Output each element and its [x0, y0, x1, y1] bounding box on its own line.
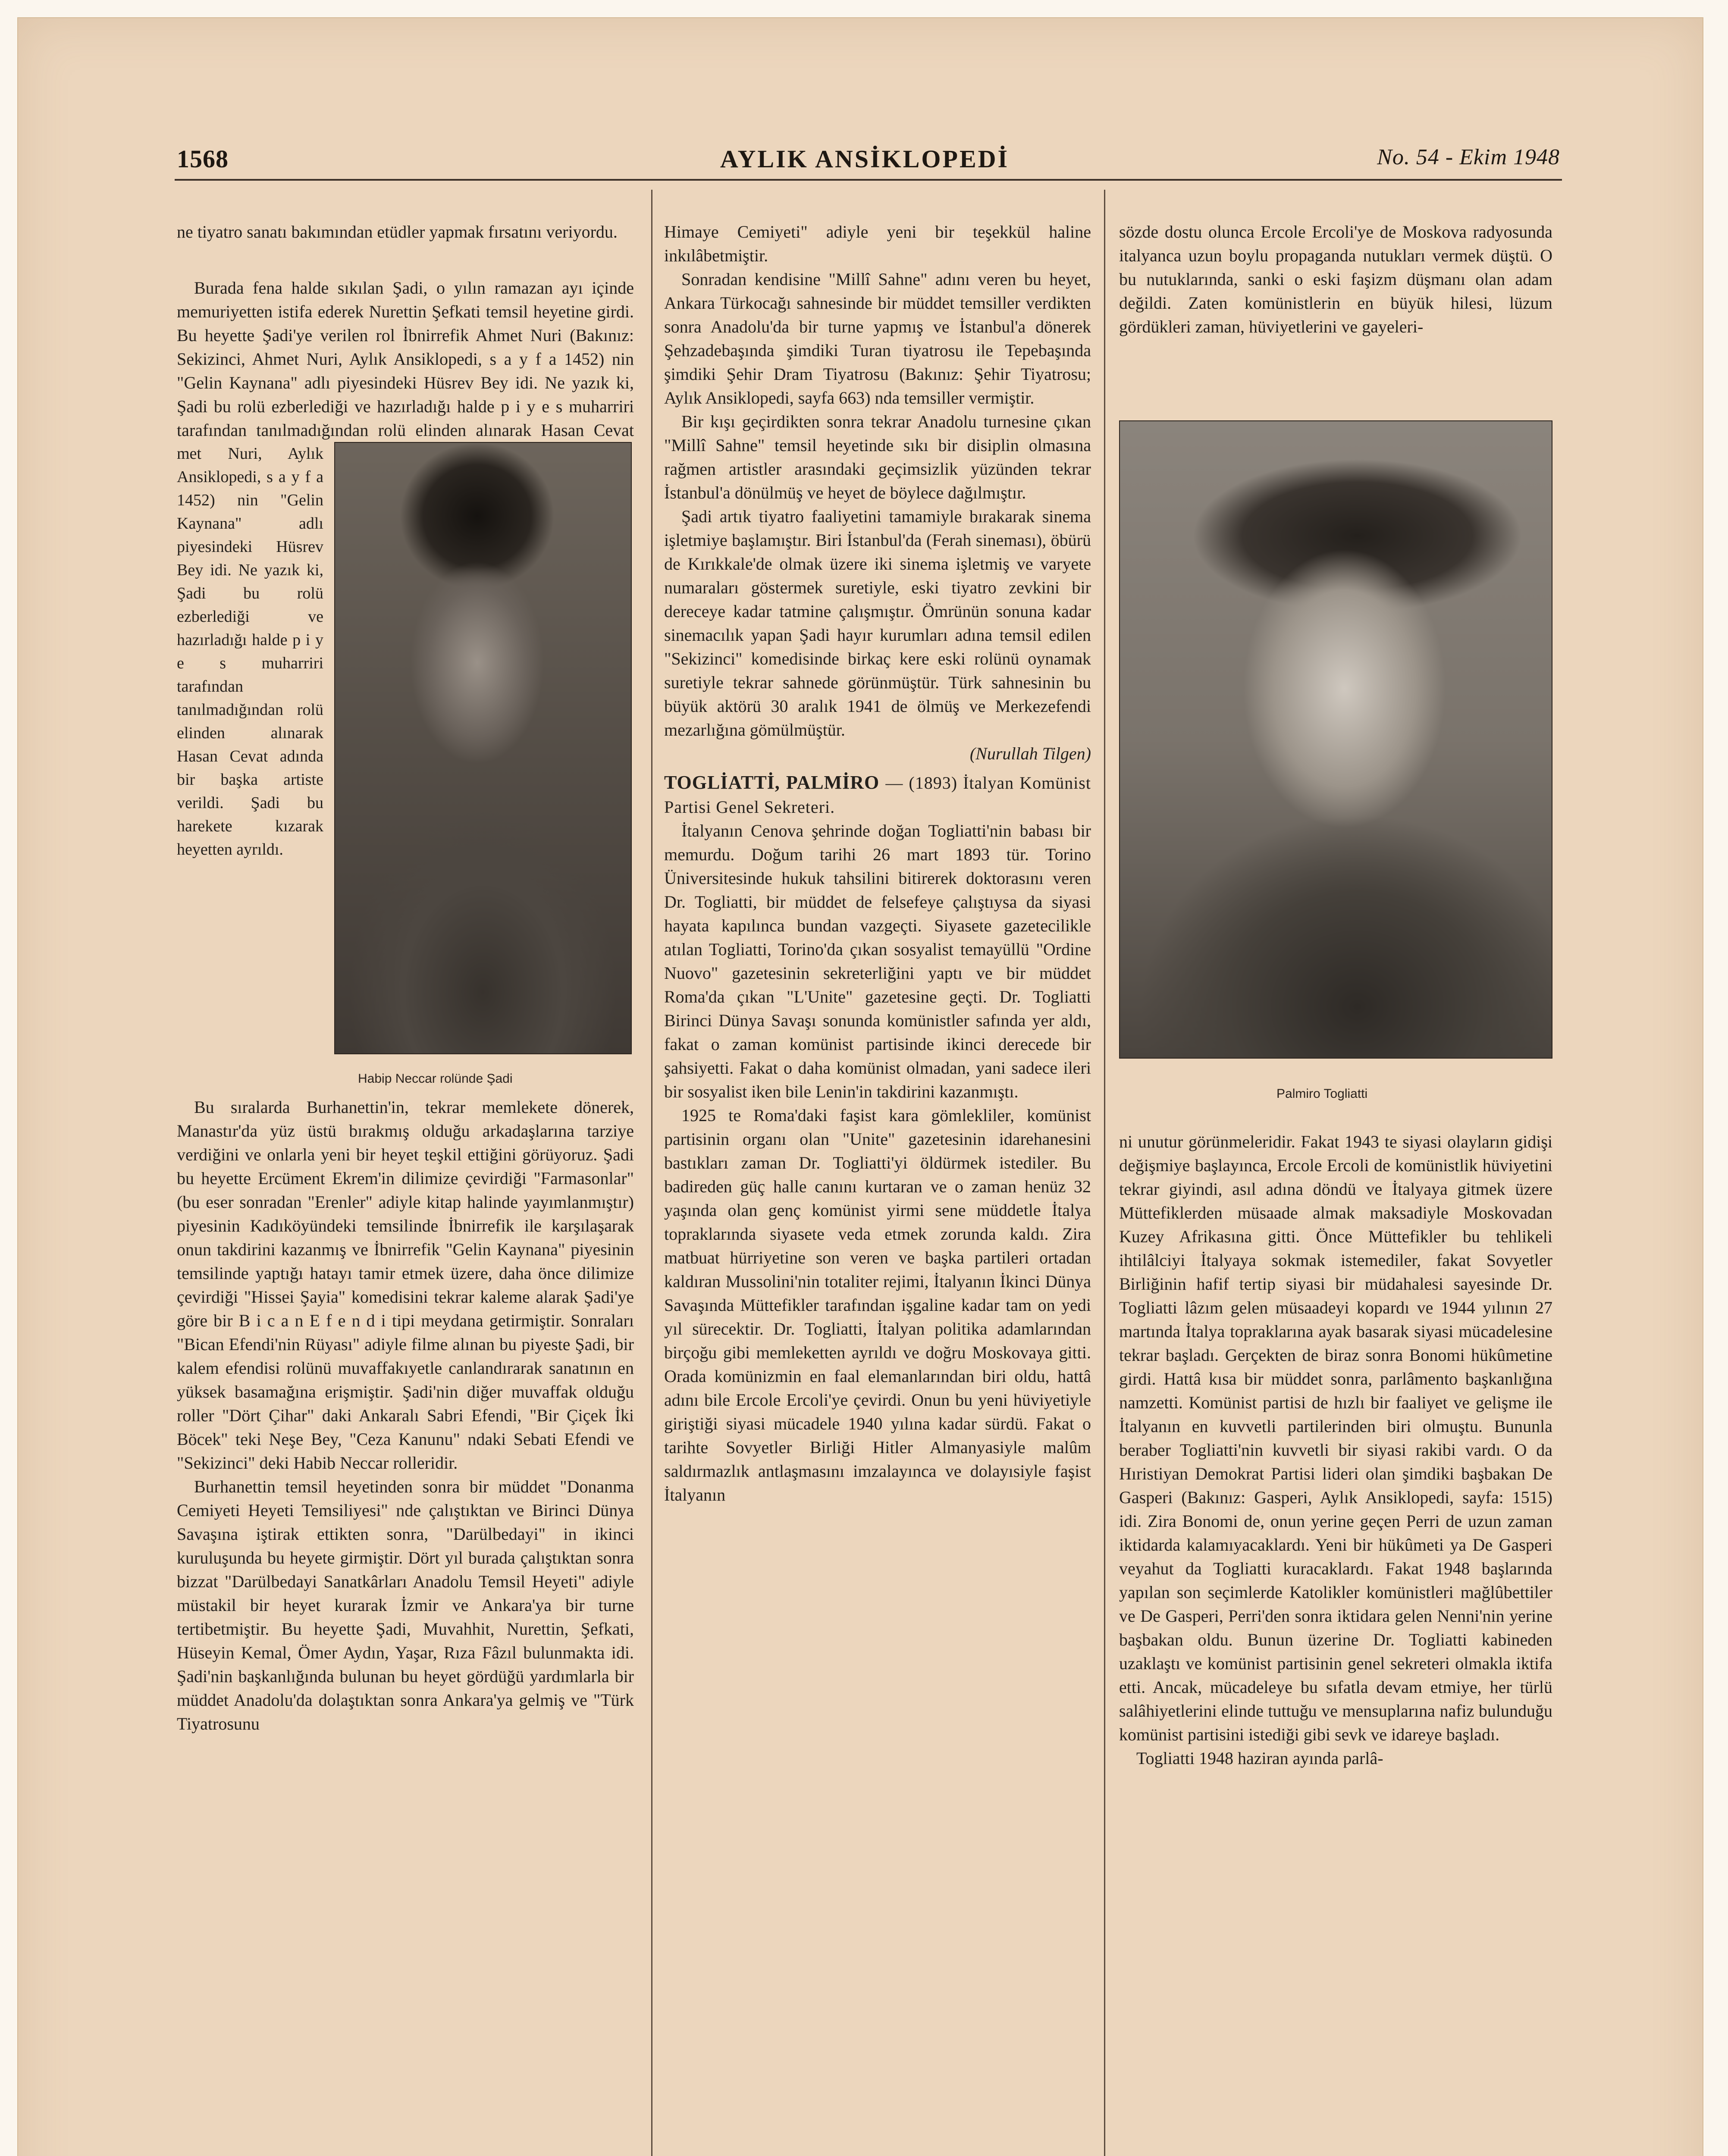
paragraph: ni unutur görünmeleridir. Fakat 1943 te siyasi olayların gidişi değişmiye başlayınca, Ercole Ercoli de komünistlik hüviyetini tekrar giyindi, asıl adına döndü ve İtalyaya gitmek üzere Müttefiklerden müsaade almak maksadiyle Moskovadan Kuzey Afrikasına gitti. Önce Müttefikler bu tehlikeli ihtilâlciyi İtalyaya sokmak istemediler, fakat Sovyetler Birliğinin hafif tertip siyasi bir müdahalesi sayesinde Dr. Togliatti lâzım gelen müsaadeyi kopardı ve 1944 yılının 27 martında İtalya topraklarına ayak basarak siyasi mücadelesine tekrar başladı. Gerçekten de biraz sonra Bonomi hükûmetine girdi. Hattâ kısa bir müddet sonra, parlâmento başkanlığına namzetti. Komünist partisi de hızlı bir faaliyet ve gelişme ile İtalyanın en kuvvetli partilerinden biri olmuştu. Bununla beraber Togliatti'nin kuvvetli bir siyasi rakibi vardı. O da Hıristiyan Demokrat Partisi lideri olan şimdiki başbakan De Gasperi (Bakınız: Gasperi, Aylık Ansiklopedi, sayfa: 1515) idi. Zira Bonomi de, onun yerine geçen Perri de uzun zaman iktidarda kalamıyacaklardı. Yeni bir hükûmeti ya De Gasperi veyahut da Togliatti kuracaklardı. Fakat 1948 başlarında yapılan son seçimlerde Katolikler komünistleri mağlûbettiler ve De Gasperi, Perri'den sonra iktidara gelen Nenni'nin yerine başbakan oldu. Bunun üzerine Dr. Togliatti kabineden uzaklaştı ve komünist partisinin genel sekreteri olmakla iktifa etti. Ancak, mücadeleye bu sıfatla devam etmiye, her türlü salâhiyetlerini elinde tuttuğu ve mensuplarına nafiz bulunduğu komünist partisini istediği gibi sevk ve idareye başladı. — [1119, 1132, 1552, 1744]
issue-label: No. 54 - Ekim 1948 — [1377, 145, 1560, 169]
paragraph: Sonradan kendisine "Millî Sahne" adını veren bu heyet, Ankara Türkocağı sahnesinde bir müddet temsiller verdikten sonra Anadolu'da bir turne yapmış ve İstanbul'a dönerek Şehzadebaşında şimdiki Turan tiyatrosu ile Tepebaşında şimdiki Şehir Dram Tiyatrosu (Bakınız: Şehir Tiyatrosu; Aylık Ansiklopedi, sayfa 663) nda temsiller vermiştir. — [664, 270, 1091, 407]
paragraph: Şadi artık tiyatro faaliyetini tamamiyle bırakarak sinema işletmiye başlamıştır. Biri İstanbul'da (Ferah sineması), öbürü de Kırıkkale'de olmak üzere iki sinema işletmiş ve varyete numaraları göstermek suretiyle, eski tiyatro zevkini bir dereceye kadar tatmine çalışmıştır. Ömrünün sonuna kadar sinemacılık yapan Şadi hayır kurumları adına temsil edilen "Sekizinci" komedisinde birkaç kere eski rolünü oynamak suretiyle tekrar sahnede görünmüştür. Türk sahnesinin bu büyük aktörü 30 aralık 1941 de ölmüş ve Merkezefendi mezarlığına gömülmüştür. — [664, 507, 1091, 740]
entry-title: TOGLİATTİ, PALMİRO — [664, 772, 880, 793]
column-divider — [1104, 190, 1105, 2156]
paragraph: sözde dostu olunca Ercole Ercoli'ye de Moskova radyosunda italyanca uzun boylu propaganda nutukları vermek düştü. O bu nutuklarında, sanki o eski faşizm düşmanı olan adam değildi. Zaten komünistlerin en büyük hilesi, lüzum gördükleri zaman, hüviyetlerini ve gayeleri- — [1119, 222, 1552, 336]
column-1-intro — [177, 276, 634, 440]
running-title: AYLIK ANSİKLOPEDİ — [720, 145, 1010, 173]
photo-habip-neccar — [334, 442, 632, 1054]
paragraph: Burada fena halde sıkılan Şadi, o yılın ramazan ayı içinde memuriyetten istifa ederek Nurettin Şefkati temsil heyetine girdi. Bu heyette Şadi'ye verilen rol İbnirrefik Ahmet Nuri (Bakınız: Sekizinci, Ahmet Nuri, Aylık Ansiklopedi, s a y f a 1452) nin "Gelin Kaynana" adlı piyesindeki Hüsrev Bey idi. Ne yazık ki, Şadi bu rolü ezberlediği ve hazırladığı halde p i y e s muharriri tarafından tanılmadığından rolü elinden alınarak Hasan Cevat — [177, 278, 634, 440]
column-divider — [651, 190, 652, 2156]
entry-heading — [664, 771, 1091, 819]
header-rule — [175, 179, 1562, 181]
paragraph: Bir kışı geçirdikten sonra tekrar Anadolu turnesine çıkan "Millî Sahne" temsil heyetinde sıkı bir disiplin olmasına rağmen artistler arasındaki geçimsizlik yüzünden tekrar İstanbul'a dönülmüş ve heyet de böylece dağılmıştır. — [664, 412, 1091, 502]
photo-palmiro-togliatti — [1119, 420, 1552, 1059]
photo-caption: Habip Neccar rolünde Şadi — [358, 1072, 513, 1086]
page-number: 1568 — [177, 145, 229, 173]
paragraph: ne tiyatro sanatı bakımından etüdler yapmak fırsatını veriyordu. — [177, 222, 618, 241]
paragraph: İtalyanın Cenova şehrinde doğan Togliatti'nin babası bir memurdu. Doğum tarihi 26 mart 1893 tür. Torino Üniversitesinde hukuk tahsilini bitirerek doktorasını veren Dr. Togliatti, bir müddet de felsefeye çalıştıysa da siyasi hayata kapılınca bundan vazgeçti. Siyasete gazetecilikle atılan Togliatti, Torino'da çıkan sosyalist temayüllü "Ordine Nuovo" gazetesinin sekreterliğini yaptı ve bir müddet Roma'da çıkan "L'Unite" gazetesine geçti. Dr. Togliatti Birinci Dünya Savaşı sonunda komünistler safında yer aldı, fakat o zaman komünist partisinde ikinci derecede bir şahsiyetti. Fakat o daha komünist olmadan, yani sadece ileri bir sosyalist iken bile Lenin'in takdirini kazanmıştı. — [664, 821, 1091, 1101]
column-1-top — [177, 220, 634, 244]
paragraph: Bu sıralarda Burhanettin'in, tekrar memlekete dönerek, Manastır'da yüz üstü bırakmış olduğu arkadaşlarına tarziye verdiğini ve onlarla yeni bir heyet teşkil ettiğini görüyoruz. Şadi bu heyette Ercüment Ekrem'in dilimize çevirdiği "Farmasonlar" (bu eser sonradan "Erenler" adiyle kitap halinde yayımlanmıştır) piyesinin Kadıköyündeki temsilinde İbnirrefik ile karşılaşarak onun takdirini kazanmış ve İbnirrefik "Gelin Kaynana" piyesinin temsilinde yaptığı hatayı tamir etmek üzere, daha önce dilimize çevirdiği "Hissei Şayia" komedisini tekrar kaleme alarak Şadi'ye göre bir B i c a n E f e n d i tipi meydana getirmiştir. Sonraları "Bican Efendi'nin Rüyası" adiyle filme alınan bu piyeste Şadi, bir kalem efendisi rolünü muvaffakıyetle canlandırarak sanatının en yüksek basamağına erişmiştir. Şadi'nin diğer muvaffak olduğu roller "Dört Çihar" daki Ankaralı Sabri Efendi, "Bir Çiçek İki Böcek" teki Neşe Bey, "Ceza Kanunu" ndaki Sebati Efendi ve "Sekizinci" deki Habib Neccar rolleridir. — [177, 1097, 634, 1473]
author-signature: (Nurullah Tilgen) — [969, 744, 1091, 763]
paragraph: Burhanettin temsil heyetinden sonra bir müddet "Donanma Cemiyeti Heyeti Temsiliyesi" nde çalıştıktan ve Birinci Dünya Savaşına iştirak ettikten sonra, "Darülbedayi" in ikinci kuruluşunda bu heyete girmiştir. Dört yıl burada çalıştıktan sonra bizzat "Darülbedayi Sanatkârları Anadolu Temsil Heyeti" adiyle müstakil bir heyet kurarak İzmir ve Ankara'ya bir turne tertibetmiştir. Bu heyette Şadi, Muvahhit, Nurettin, Şefkati, Hüseyin Kemal, Ömer Aydın, Yaşar, Rıza Fâzıl bulunmakta idi. Şadi'nin başkanlığında bulunan bu heyet gördüğü yardımlarla bir müddet Anadolu'da dolaştıktan sonra Ankara'ya gelmiş ve "Türk Tiyatrosunu — [177, 1477, 634, 1733]
paragraph-continued: met Nuri, Aylık Ansiklopedi, s a y f a 1452) nin "Gelin Kaynana" adlı piyesindeki Hüsrev Bey idi. Ne yazık ki, Şadi bu rolü ezberlediği ve hazırladığı halde p i y e s muharriri tarafından tanılmadığından rolü elinden alınarak Hasan Cevat adında bir başka artiste verildi. Şadi bu harekete kızarak heyetten ayrıldı. — [177, 445, 323, 859]
paragraph: Togliatti 1948 haziran ayında parlâ- — [1136, 1749, 1383, 1768]
paragraph: 1925 te Roma'daki faşist kara gömlekliler, komünist partisinin organı olan "Unite" gazetesinin idarehanesini bastıkları zaman Dr. Togliatti'yi öldürmek istediler. Bu badireden güç halle canını kurtaran ve o zaman henüz 32 yaşında olan genç komünist yirmi sene müddetle İtalya topraklarında siyasete veda etmek zorunda kaldı. Zira matbuat hürriyetine son veren ve başka partileri ortadan kaldıran Mussolini'nin totaliter rejimi, İtalyanın İkinci Dünya Savaşında Müttefikler tarafından işgaline kadar tam on yedi yıl sürecektir. Dr. Togliatti, İtalyan politika adamlarından birçoğu gibi memleketten ayrıldı ve doğru Moskovaya gitti. Orada komünizmin en faal elemanlarından biri oldu, hattâ adını bile Ercole Ercoli'ye çevirdi. Onun bu yeni hüviyetiyle giriştiği siyasi mücadele 1940 yılına kadar sürdü. Fakat o tarihte Sovyetler Birliği Hitler Almanyasiyle malûm saldırmazlık antlaşmasını imzalayınca ve dolayısiyle faşist İtalyanın — [664, 1106, 1091, 1504]
column-3-top — [1119, 220, 1552, 401]
column-3-body — [1119, 1130, 1552, 2156]
paragraph: Himaye Cemiyeti" adiyle yeni bir teşekkül haline inkılâbetmiştir. — [664, 222, 1091, 265]
column-1-body — [177, 1095, 634, 2156]
entry-subtitle: — (1893) İtalyan Komünist Partisi Genel Sekreteri. — [664, 773, 1091, 817]
photo-caption: Palmiro Togliatti — [1276, 1087, 1368, 1101]
column-2 — [664, 220, 1091, 2156]
column-1-wrap — [177, 442, 323, 1072]
